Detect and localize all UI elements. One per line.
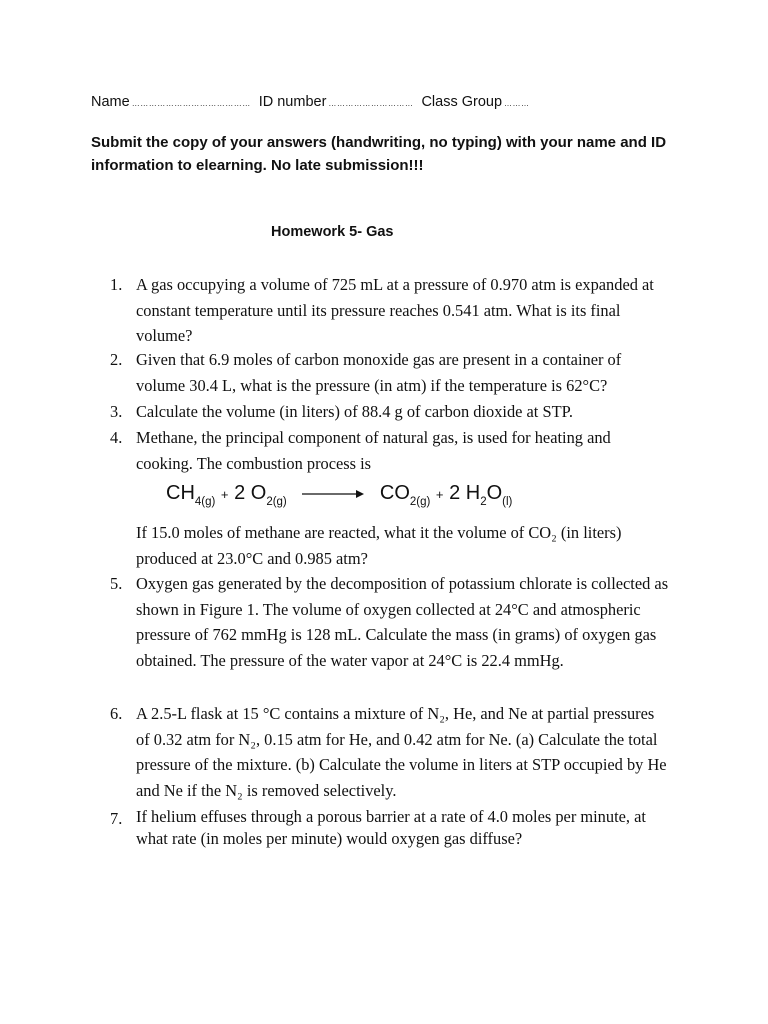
question-number: 2. <box>110 350 123 369</box>
submission-instruction: Submit the copy of your answers (handwriting, no typing) with your name and ID information to elearning. No late submission!!! <box>91 134 667 174</box>
homework-title: Homework 5- Gas <box>271 224 394 240</box>
combustion-equation <box>166 482 512 508</box>
reaction-arrow-icon <box>302 488 364 500</box>
question-text: Calculate the volume (in liters) of 88.4 g of carbon dioxide at STP. <box>136 402 573 421</box>
oxygen-formula: 2 $O_{2(g)}$ <box>234 482 287 508</box>
question-5 <box>110 571 670 673</box>
question-text: A gas occupying a volume of 725 mL at a pressure of 0.970 atm is expanded at constant temperature until its pressure reaches 0.541 atm. What is its final volume? <box>136 275 654 345</box>
question-4-continued <box>110 520 670 571</box>
question-6 <box>110 701 670 803</box>
question-4 <box>110 425 670 476</box>
question-number: 3. <box>110 402 123 421</box>
question-number: 4. <box>110 428 123 447</box>
question-number: 7. <box>110 809 123 828</box>
question-1 <box>110 272 670 349</box>
question-3 <box>110 399 670 425</box>
name-blank: …………………………………… <box>131 99 251 108</box>
name-label: Name <box>91 94 130 110</box>
student-info-header <box>91 94 534 110</box>
question-2 <box>110 347 670 398</box>
plus-sign: + <box>435 487 444 502</box>
question-text: If 15.0 moles of methane are reacted, what it the volume of CO₂ (in liters) produced at 23.0°C and 0.985 atm? <box>136 523 622 568</box>
methane-formula: $CH_{4(g)}$ <box>166 482 216 508</box>
id-label: ID number <box>258 94 327 110</box>
class-group-label: Class Group <box>421 94 503 110</box>
carbon-dioxide-formula: $CO_{2(g)}$ <box>379 482 431 508</box>
question-text: Methane, the principal component of natural gas, is used for heating and cooking. The combustion process is <box>136 428 611 473</box>
question-text: Given that 6.9 moles of carbon monoxide gas are present in a container of volume 30.4 L, what is the pressure (in atm) if the temperature is 62°C? <box>136 350 622 395</box>
question-7 <box>110 806 670 850</box>
question-text: If helium effuses through a porous barrier at a rate of 4.0 moles per minute, at what rate (in moles per minute) would oxygen gas diffuse? <box>136 807 646 848</box>
class-group-blank: ……… <box>504 99 530 108</box>
water-formula: 2 $H_2O_{(l)}$ <box>449 482 513 508</box>
plus-sign: + <box>220 487 229 502</box>
question-number: 1. <box>110 275 123 294</box>
question-text: A 2.5-L flask at 15 °C contains a mixture of N₂, He, and Ne at partial pressures of 0.32 atm for N₂, 0.15 atm for He, and 0.42 atm for Ne. (a) Calculate the total pressure of the mixture. (b) Calculate the volume in liters at STP occupied by He and Ne if the N₂ is removed selectively. <box>136 704 667 800</box>
question-text: Oxygen gas generated by the decomposition of potassium chlorate is collected as shown in Figure 1. The volume of oxygen collected at 24°C and atmospheric pressure of 762 mmHg is 128 mL. Calculate the mass (in grams) of oxygen gas obtained. The pressure of the water vapor at 24°C is 22.4 mmHg. <box>136 574 669 670</box>
question-number: 6. <box>110 704 123 723</box>
question-number: 5. <box>110 574 123 593</box>
id-blank: ………………………… <box>328 99 414 108</box>
